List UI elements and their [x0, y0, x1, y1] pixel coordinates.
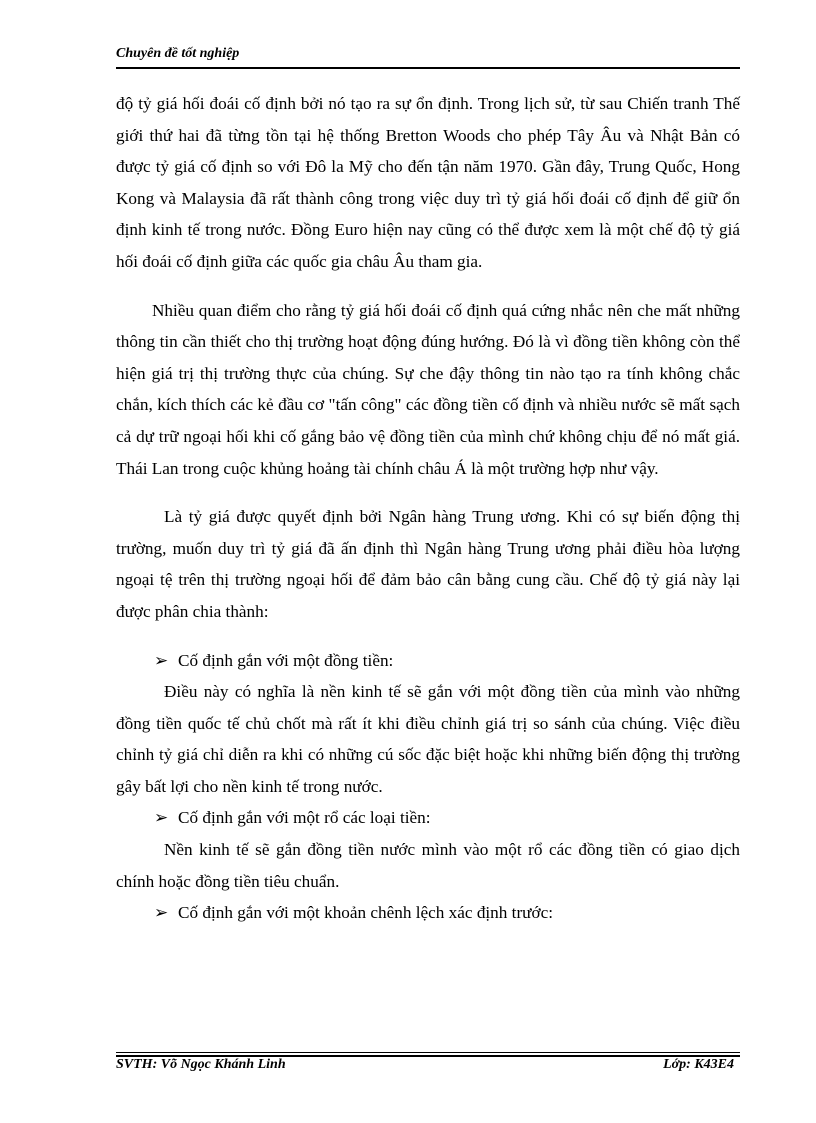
footer-class: Lớp: K43E4	[663, 1057, 734, 1072]
page-header-title: Chuyên đề tốt nghiệp	[116, 46, 240, 61]
document-body	[116, 88, 740, 929]
bullet-item-2-label: Cố định gắn với một rổ các loại tiền:	[178, 808, 431, 828]
header-divider	[116, 67, 740, 69]
paragraph-1: độ tỷ giá hối đoái cố định bởi nó tạo ra sự ổn định. Trong lịch sử, từ sau Chiến tranh Thế giới thứ hai đã từng tồn tại hệ thống Bretton Woods cho phép Tây Âu và Nhật Bản có được tỷ giá cố định so với Đô la Mỹ cho đến tận năm 1970. Gần đây, Trung Quốc, Hong Kong và Malaysia đã rất thành công trong việc duy trì tỷ giá hối đoái cố định để giữ ổn định kinh tế trong nước. Đồng Euro hiện nay cũng có thể được xem là một chế độ tỷ giá hối đoái cố định giữa các quốc gia châu Âu tham gia.	[116, 94, 740, 271]
arrow-bullet-icon: ➢	[154, 650, 169, 670]
footer-student-name: SVTH: Võ Ngọc Khánh Linh	[116, 1057, 286, 1072]
paragraph-5: Nền kinh tế sẽ gắn đồng tiền nước mình vào một rổ các đồng tiền có giao dịch chính hoặc đồng tiền tiêu chuẩn.	[116, 840, 740, 891]
bullet-item-2	[116, 802, 740, 834]
page-footer	[116, 1057, 740, 1073]
bullet-item-1	[116, 645, 740, 677]
paragraph-3: Là tỷ giá được quyết định bởi Ngân hàng Trung ương. Khi có sự biến động thị trường, muốn duy trì tỷ giá đã ấn định thì Ngân hàng Trung ương phải điều hòa lượng ngoại tệ trên thị trường ngoại hối để đảm bảo cân bằng cung cầu. Chế độ tỷ giá này lại được phân chia thành:	[116, 507, 740, 621]
arrow-bullet-icon: ➢	[154, 808, 169, 828]
bullet-item-1-label: Cố định gắn với một đồng tiền:	[178, 650, 394, 670]
paragraph-2: Nhiều quan điểm cho rằng tỷ giá hối đoái cố định quá cứng nhắc nên che mất những thông tin cần thiết cho thị trường hoạt động đúng hướng. Đó là vì đồng tiền không còn thể hiện giá trị thị trường thực của chúng. Sự che đậy thông tin nào tạo ra tính không chắc chắn, kích thích các kẻ đầu cơ "tấn công" các đồng tiền cố định và nhiều nước sẽ mất sạch cả dự trữ ngoại hối khi cố gắng bảo vệ đồng tiền của mình chứ không chịu để nó mất giá. Thái Lan trong cuộc khủng hoảng tài chính châu Á là một trường hợp như vậy.	[116, 300, 740, 478]
bullet-item-3	[116, 897, 740, 929]
footer-divider-thin	[116, 1052, 740, 1053]
paragraph-4: Điều này có nghĩa là nền kinh tế sẽ gắn với một đồng tiền của mình vào những đồng tiền quốc tế chủ chốt mà rất ít khi điều chỉnh giá trị so sánh của chúng. Việc điều chỉnh tỷ giá chỉ diễn ra khi có những cú sốc đặc biệt hoặc khi những biến động thị trường gây bất lợi cho nền kinh tế trong nước.	[116, 682, 740, 796]
arrow-bullet-icon: ➢	[154, 903, 169, 923]
bullet-item-3-label: Cố định gắn với một khoản chênh lệch xác định trước:	[178, 903, 553, 923]
